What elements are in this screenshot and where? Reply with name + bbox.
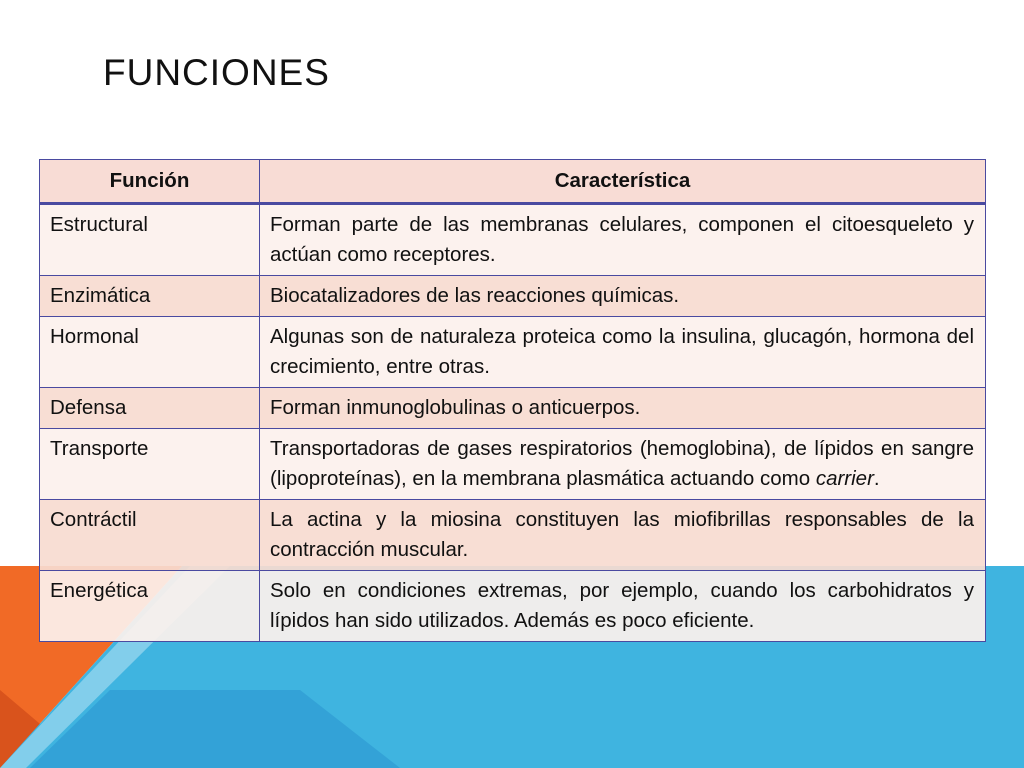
cell-descripcion	[260, 204, 986, 276]
cell-descripcion	[260, 388, 986, 429]
cell-descripcion	[260, 276, 986, 317]
table-row	[40, 388, 986, 429]
cell-funcion: Hormonal	[40, 317, 260, 388]
cell-descripcion	[260, 429, 986, 500]
table-row	[40, 429, 986, 500]
table-row	[40, 317, 986, 388]
cell-funcion: Energética	[40, 571, 260, 642]
descripcion-text: Algunas son de naturaleza proteica como la insulina, glucagón, hormona del crecimiento, entre otras.	[270, 325, 974, 378]
cell-funcion: Defensa	[40, 388, 260, 429]
table-row	[40, 571, 986, 642]
descripcion-text: Solo en condiciones extremas, por ejemplo, cuando los carbohidratos y lípidos han sido utilizados. Además es poco eficiente.	[270, 579, 974, 632]
functions-table	[39, 159, 986, 642]
table-row	[40, 276, 986, 317]
table-row	[40, 500, 986, 571]
header-caracteristica: Característica	[260, 160, 986, 204]
descripcion-text: Forman parte de las membranas celulares, componen el citoesqueleto y actúan como receptores.	[270, 213, 974, 266]
header-funcion: Función	[40, 160, 260, 204]
cell-descripcion	[260, 571, 986, 642]
page-title: FUNCIONES	[103, 52, 330, 93]
descripcion-text: Forman inmunoglobulinas o anticuerpos.	[270, 396, 641, 419]
descripcion-punctuation: .	[873, 467, 880, 490]
cell-funcion: Contráctil	[40, 500, 260, 571]
table-header-row	[40, 160, 986, 204]
cell-funcion: Enzimática	[40, 276, 260, 317]
descripcion-text: Biocatalizadores de las reacciones químicas.	[270, 284, 680, 307]
cell-descripcion	[260, 317, 986, 388]
cell-funcion: Estructural	[40, 204, 260, 276]
descripcion-text: Transportadoras de gases respiratorios (hemoglobina), de lípidos en sangre (lipoproteínas), en la membrana plasmática actuando como	[270, 437, 974, 490]
table-row	[40, 204, 986, 276]
functions-table-container	[39, 159, 985, 642]
descripcion-text: La actina y la miosina constituyen las miofibrillas responsables de la contracción muscular.	[270, 508, 974, 561]
descripcion-italic-term: carrier	[815, 467, 874, 490]
cell-descripcion	[260, 500, 986, 571]
cell-funcion: Transporte	[40, 429, 260, 500]
